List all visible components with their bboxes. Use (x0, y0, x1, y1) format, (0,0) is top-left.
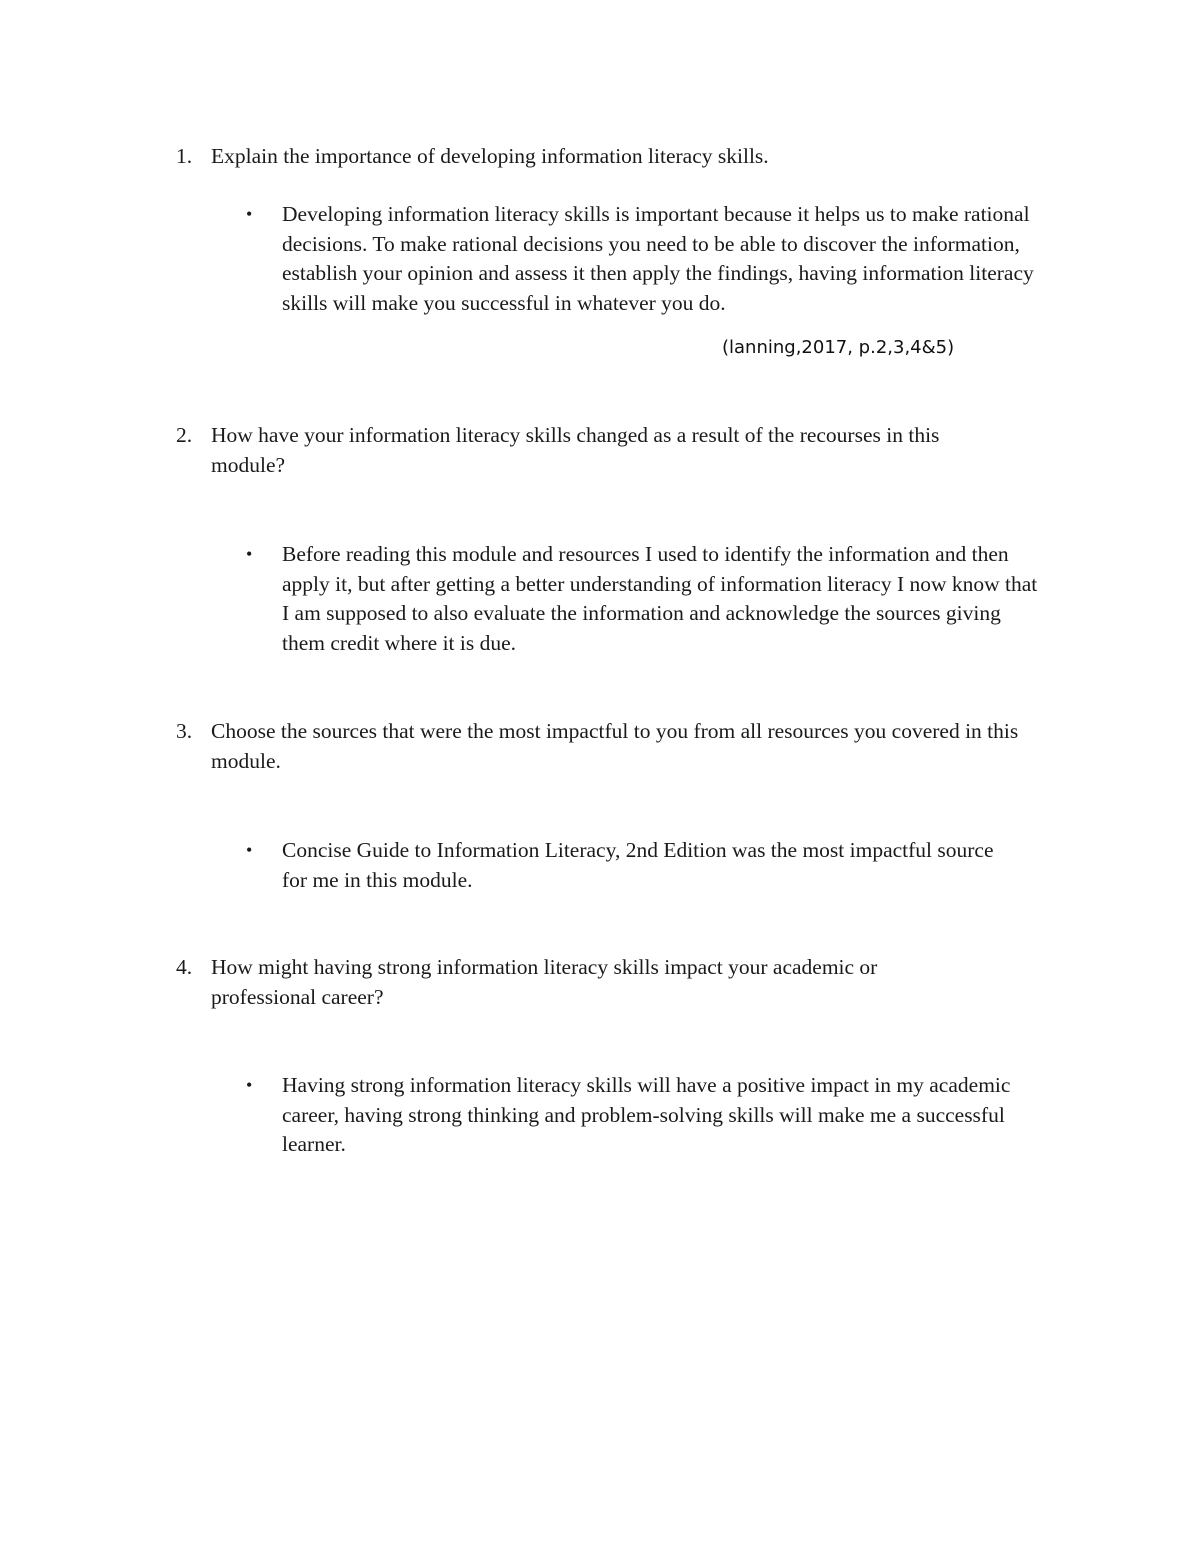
answer-3 (246, 836, 1006, 895)
question-1 (176, 142, 1076, 172)
bullet-icon: • (246, 840, 253, 860)
answer-text: Developing information literacy skills is important because it helps us to make rational decisions. To make rational decisions you need to be able to discover the information, establish your opinion and assess it then apply the findings, having information literacy skills will make you successful in whatever you do. (282, 202, 1034, 315)
question-number: 3. (176, 719, 193, 743)
bullet-icon: • (246, 1075, 253, 1095)
question-3 (176, 717, 1066, 776)
question-4 (176, 953, 976, 1012)
bullet-icon: • (246, 544, 253, 564)
question-number: 4. (176, 955, 193, 979)
answer-2 (246, 540, 1046, 658)
answer-4 (246, 1071, 1066, 1160)
question-text: How have your information literacy skills changed as a result of the recourses in this module? (211, 423, 940, 477)
question-number: 1. (176, 144, 193, 168)
question-text: Explain the importance of developing information literacy skills. (211, 144, 769, 168)
question-2 (176, 421, 1016, 480)
question-text: Choose the sources that were the most impactful to you from all resources you covered in this module. (211, 719, 1019, 773)
question-number: 2. (176, 423, 193, 447)
answer-text: Concise Guide to Information Literacy, 2nd Edition was the most impactful source for me in this module. (282, 838, 994, 892)
bullet-icon: • (246, 204, 253, 224)
answer-text: Before reading this module and resources I used to identify the information and then apply it, but after getting a better understanding of information literacy I now know that I am supposed to also evaluate the information and acknowledge the sources giving them credit where it is due. (282, 542, 1038, 655)
citation: (lanning,2017, p.2,3,4&5) (722, 337, 955, 358)
answer-text: Having strong information literacy skills will have a positive impact in my academic career, having strong thinking and problem-solving skills will make me a successful learner. (282, 1073, 1011, 1156)
question-text: How might having strong information literacy skills impact your academic or professional career? (211, 955, 878, 1009)
answer-1 (246, 200, 1046, 318)
